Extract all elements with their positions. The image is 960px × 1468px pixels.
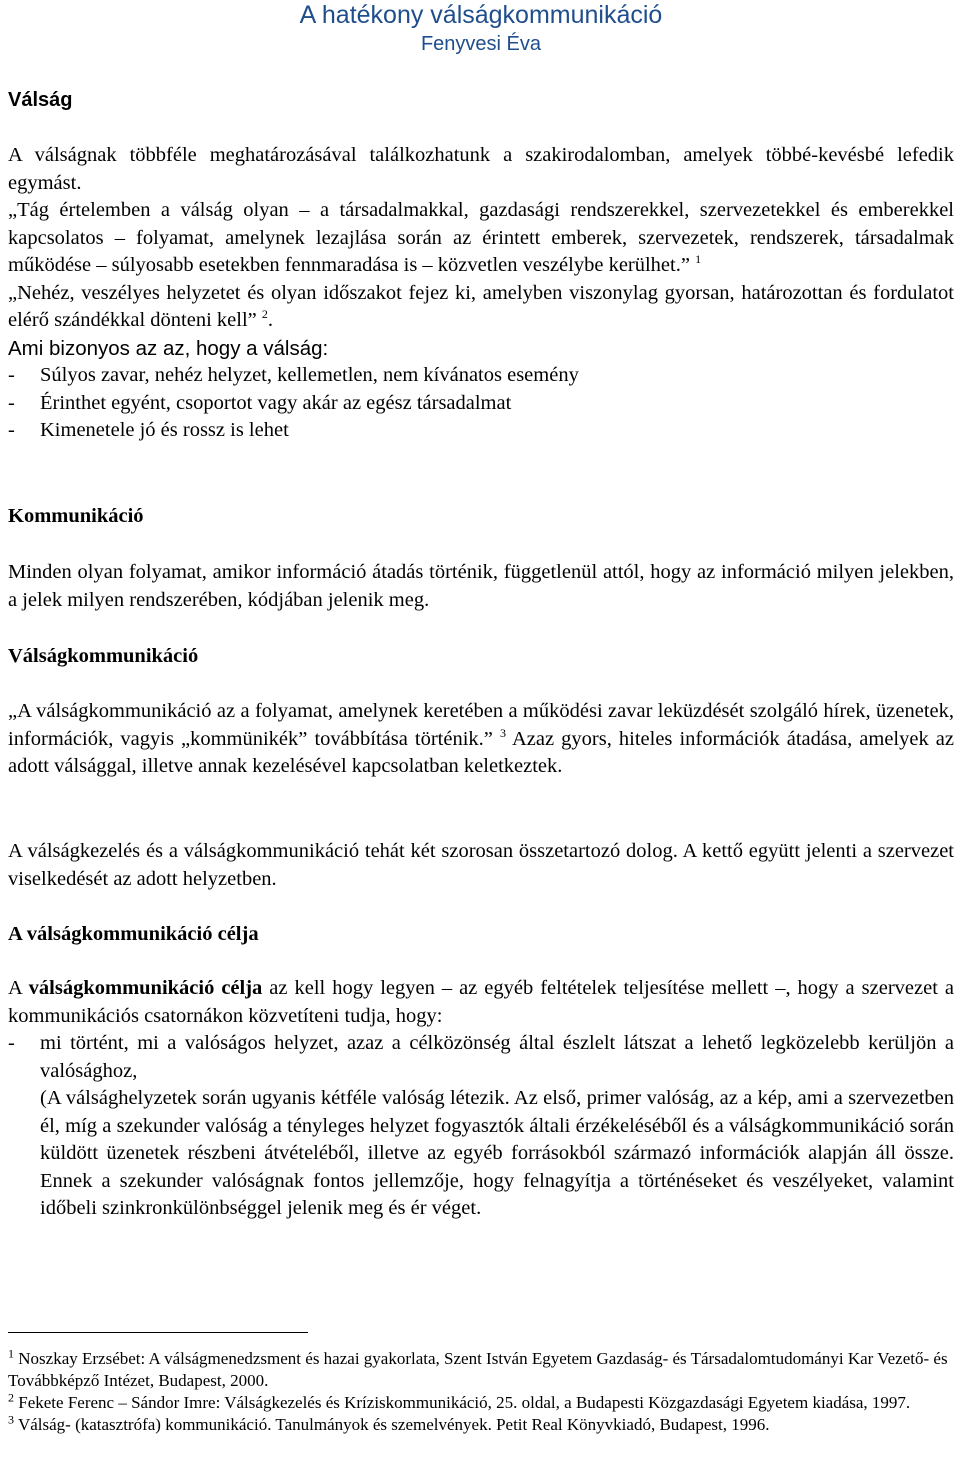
heading-valsagkommunikacio: Válságkommunikáció (8, 645, 199, 667)
quote-text: „A válságkommunikáció az a folyamat, amelynek keretében a működési zavar leküzdését szolgáló hírek, üzenetek, információk, vagyis „kommünikék” továbbítása történik.” (8, 700, 954, 750)
paragraph-text: Azaz gyors, hiteles információk átadása, amelyek az adott válsággal, illetve annak kezelésével kapcsolatban keletkeztek. (8, 727, 955, 777)
list-item-text: Súlyos zavar, nehéz helyzet, kellemetlen, nem kívánatos esemény (40, 364, 579, 386)
footnote-number: 2 (8, 1390, 14, 1405)
period: . (267, 309, 273, 331)
list-item: - Érinthet egyént, csoportot vagy akár az egész társadalmat (8, 390, 954, 418)
title-block (8, 0, 954, 58)
paragraph: A válságnak többféle meghatározásával találkozhatunk a szakirodalomban, amelyek többé-kevésbé lefedik egymást. (8, 144, 954, 194)
footnote (8, 1392, 954, 1414)
document-title: A hatékony válságkommunikáció (299, 1, 663, 29)
footnotes (8, 1348, 954, 1436)
list-item: - Súlyos zavar, nehéz helyzet, kellemetlen, nem kívánatos esemény (8, 362, 954, 390)
list-item: - mi történt, mi a valóságos helyzet, azaz a célközönség által észlelt látszat a lehető legközelebb kerüljön a valósághoz, (8, 1030, 954, 1085)
document-author: Fenyvesi Éva (420, 33, 542, 55)
paragraph: Minden olyan folyamat, amikor információ átadás történik, függetlenül attól, hogy az információ milyen jelekben, a jelek milyen rendszerében, kódjában jelenik meg. (8, 561, 954, 611)
heading-celja: A válságkommunikáció célja (8, 923, 259, 945)
paragraph: A válságkommunikáció célja az kell hogy legyen – az egyéb feltételek teljesítése mellett –, hogy a szervezet a kommunikációs csatornákon közvetíteni tudja, hogy: (8, 977, 954, 1027)
footnote-text: Fekete Ferenc – Sándor Imre: Válságkezelés és Kríziskommunikáció, 25. oldal, a Budapesti Közgazdasági Egyetem kiadása, 1997. (18, 1393, 911, 1412)
footnote-number: 1 (8, 1346, 14, 1361)
quote-text: „Tág értelemben a válság olyan – a társadalmakkal, gazdasági rendszerekkel, szervezetekkel és emberekkel kapcsolatos – folyamat, amelynek lezajlása során az érintett emberek, szervezetek, rendszerek, társadalmak működése – súlyosabb esetekben fennmaradása is – közvetlen veszélybe kerülhet.” (8, 199, 954, 276)
heading-valsag: Válság (8, 89, 73, 111)
footnote-separator (8, 1332, 308, 1333)
footnote (8, 1414, 954, 1436)
footnote-ref: 2 (261, 307, 268, 322)
list-item-text: mi történt, mi a valóságos helyzet, azaz a célközönség által észlelt látszat a lehető legközelebb kerüljön a valósághoz, (40, 1032, 954, 1082)
paragraph: A válságkezelés és a válságkommunikáció tehát két szorosan összetartozó dolog. A kettő együtt jelenti a szervezet viselkedését az adott helyzetben. (8, 840, 954, 890)
heading-kommunikacio: Kommunikáció (8, 505, 144, 527)
footnote (8, 1348, 954, 1392)
quote-paragraph (8, 698, 954, 781)
section-valsag-body (8, 142, 954, 445)
list-item-text: Érinthet egyént, csoportot vagy akár az egész társadalmat (40, 391, 512, 414)
list-item: - Kimenetele jó és rossz is lehet (8, 417, 954, 445)
bold-term: válságkommunikáció célja (28, 977, 263, 999)
footnote-ref: 3 (500, 725, 506, 740)
list-block (8, 1030, 954, 1223)
footnote-number: 3 (8, 1412, 14, 1427)
list-item-note: (A válsághelyzetek során ugyanis kétféle valóság létezik. Az első, primer valóság, az a kép, ami a szervezetben él, míg a szekunder valóság a tényleges helyzet fogyasztók általi érzékeléséből és a válságkommunikáció során küldött üzenetek részbeni átvételéből, illetve az egyéb forrásokból származó információk alapján áll össze. Ennek a szekunder valóságnak fontos jellemzője, hogy felnagyítja a történéseket és veszélyeket, valamint időbeli szinkronkülönbséggel jelenik meg és ér véget. (40, 1087, 954, 1219)
paragraph: Ami bizonyos az az, hogy a válság: (8, 336, 329, 360)
footnote-text: Válság- (katasztrófa) kommunikáció. Tanulmányok és szemelvények. Petit Real Könyvkiadó, Budapest, 1996. (17, 1415, 770, 1434)
list-item-text: Kimenetele jó és rossz is lehet (40, 419, 289, 441)
quote-paragraph (8, 197, 954, 280)
footnote-ref: 1 (695, 252, 702, 267)
quote-paragraph (8, 280, 954, 335)
quote-text: „Nehéz, veszélyes helyzetet és olyan időszakot fejez ki, amelyben viszonylag gyorsan, határozottan és fordulatot elérő szándékkal dönteni kell” (8, 281, 954, 331)
footnote-text: Noszkay Erzsébet: A válságmenedzsment és hazai gyakorlata, Szent István Egyetem Gazdaság- és Társadalomtudományi Kar Vezető- és Továbbképző Intézet, Budapest, 2000. (8, 1349, 948, 1390)
